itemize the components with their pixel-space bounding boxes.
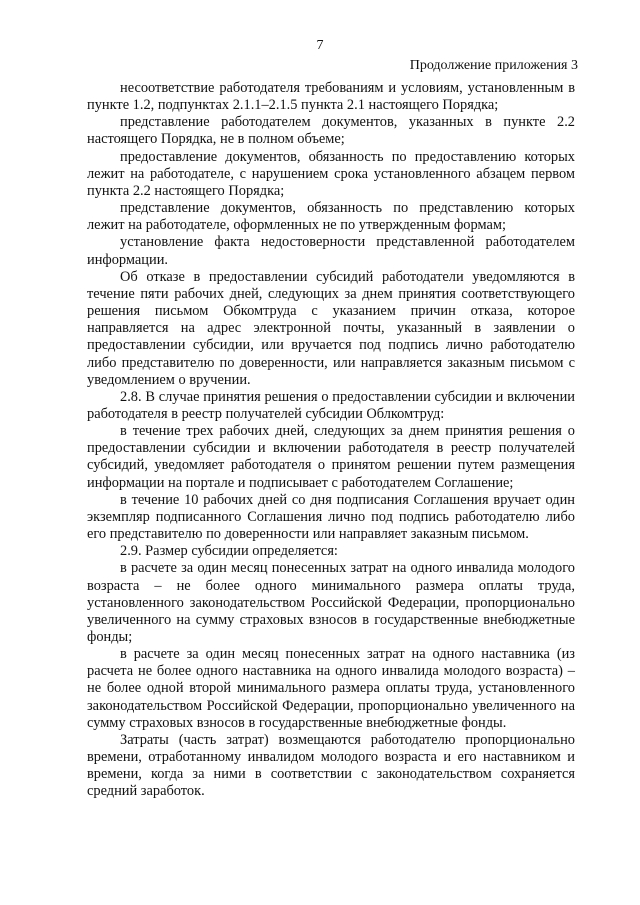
paragraph-section-2-9: 2.9. Размер субсидии определяется:	[120, 543, 338, 560]
paragraph-disabled-youth-cost: в расчете за один месяц понесенных затрат на одного инвалида молодого возраста – не более одного минимального размера оплаты труда, установленного законодательством Российской Федерации, пропорционально увеличенного на сумму страховых взносов в государственные внебюджетные фонды;	[87, 560, 575, 645]
paragraph-three-day-notice: в течение трех рабочих дней, следующих за днем принятия решения о предоставлении субсидии и включении работодателя в реестр получателей субсидий, уведомляет работодателя о принятом решении путем размещения информации на портале и подписывает с работодателем Соглашение;	[87, 423, 575, 491]
page-number: 7	[316, 38, 324, 53]
paragraph-section-2-8: 2.8. В случае принятия решения о предоставлении субсидии и включении работодателя в реестр получателей субсидии Облкомтруд:	[87, 388, 575, 422]
paragraph-noncompliance: несоответствие работодателя требованиям и условиям, установленным в пункте 1.2, подпунктах 2.1.1–2.1.5 пункта 2.1 настоящего Порядка;	[87, 80, 575, 114]
paragraph-ten-day-delivery: в течение 10 рабочих дней со дня подписания Соглашения вручает один экземпляр подписанного Соглашения лично под подпись работодателю либо его представителю по доверенности или направляет заказным письмом.	[87, 491, 575, 543]
document-body	[87, 80, 575, 801]
paragraph-late-submission: предоставление документов, обязанность по предоставлению которых лежит на работодателе, с нарушением срока установленного абзацем первом пункта 2.2 настоящего Порядка;	[87, 148, 575, 199]
appendix-continuation-note: Продолжение приложения 3	[409, 58, 578, 73]
paragraph-wrong-forms: представление документов, обязанность по представлению которых лежит на работодателе, оформленных не по утвержденным формам;	[87, 200, 575, 234]
paragraph-false-information: установление факта недостоверности представленной работодателем информации.	[87, 234, 575, 268]
paragraph-refusal-notification: Об отказе в предоставлении субсидий работодатели уведомляются в течение пяти рабочих дней, следующих за днем принятия соответствующего решения письмом Обкомтруда с указанием причин отказа, которое направляется на адрес электронной почты, указанный в заявлении о предоставлении субсидии, или вручается под подпись лично работодателю либо представителю по доверенности, или направляется заказным письмом с уведомлением о вручении.	[87, 268, 575, 388]
paragraph-mentor-cost: в расчете за один месяц понесенных затрат на одного наставника (из расчета не более одного наставника на одного инвалида молодого возраста) – не более одной второй минимального размера оплаты труда, установленного законодательством Российской Федерации, пропорционально увеличенного на сумму страховых взносов в государственные внебюджетные фонды.	[87, 646, 575, 731]
paragraph-incomplete-documents: представление работодателем документов, указанных в пункте 2.2 настоящего Порядка, не в полном объеме;	[87, 114, 575, 148]
paragraph-proportional-reimbursement: Затраты (часть затрат) возмещаются работодателю пропорционально времени, отработанному инвалидом молодого возраста и его наставником и времени, когда за ними в соответствии с законодательством сохраняется средний заработок.	[87, 731, 575, 800]
